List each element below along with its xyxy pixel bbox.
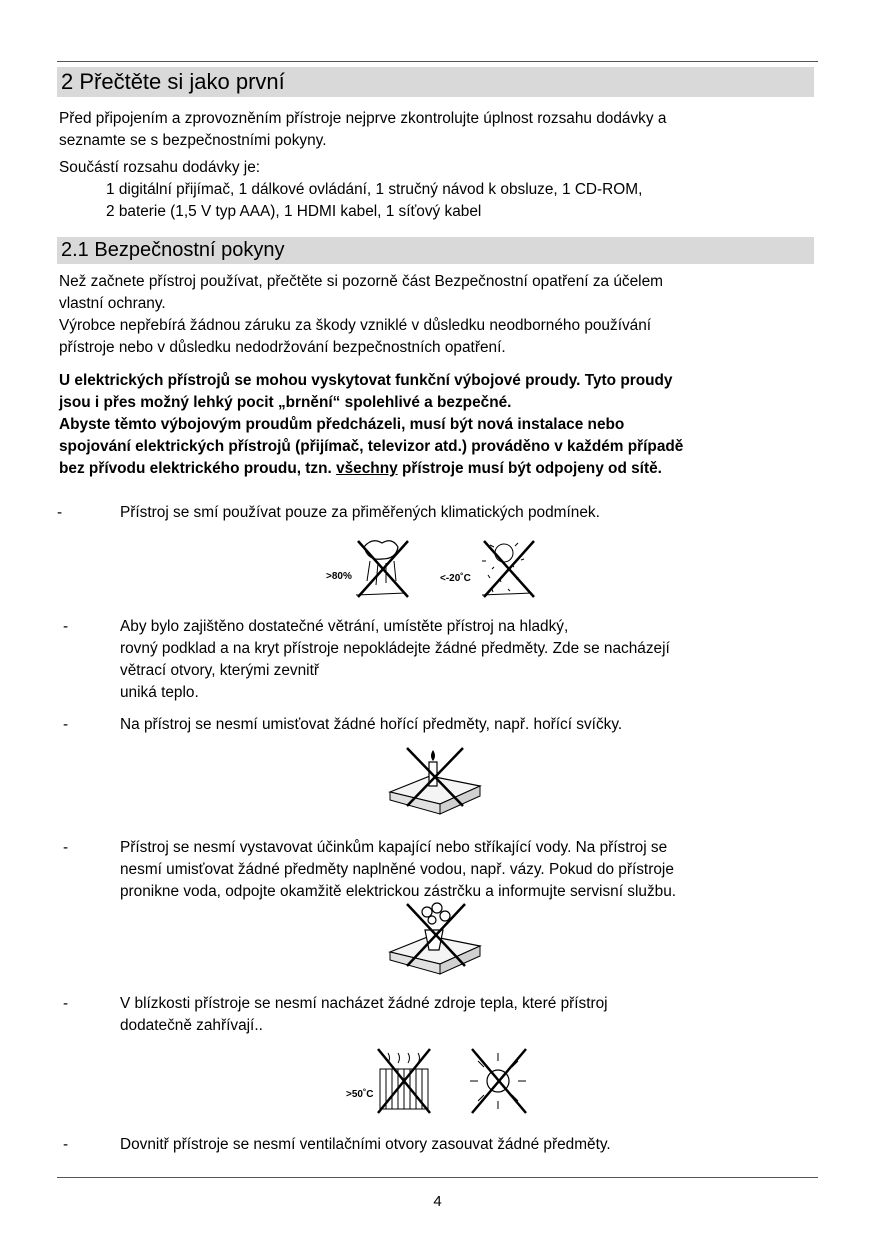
bullet-6-line-1: Dovnitř přístroje se nesmí ventilačními otvory zasouvat žádné předměty. bbox=[120, 1136, 611, 1153]
no-radiator-icon bbox=[346, 1049, 430, 1113]
page-number: 4 bbox=[433, 1193, 442, 1210]
scope-label: Součástí rozsahu dodávky je: bbox=[59, 159, 261, 176]
no-vase-icon bbox=[385, 900, 485, 980]
top-rule bbox=[57, 61, 818, 62]
scope-item-1: 1 digitální přijímač, 1 dálkové ovládání, 1 stručný návod k obsluze, 1 CD-ROM, bbox=[106, 181, 643, 198]
bullet-dash-2: - bbox=[63, 618, 69, 635]
bullet-5-line-2: dodatečně zahřívají.. bbox=[120, 1017, 263, 1034]
svg-text:>50˚C: >50˚C bbox=[346, 1089, 374, 1100]
bullet-2-line-1: Aby bylo zajištěno dostatečné větrání, umístěte přístroj na hladký, bbox=[120, 618, 569, 635]
warning-line-5-start: bez přívodu elektrického proudu, tzn. bbox=[59, 460, 337, 477]
bullet-4-line-2: nesmí umisťovat žádné předměty naplněné vodou, např. vázy. Pokud do přístroje bbox=[120, 861, 674, 878]
heat-icons bbox=[340, 1043, 540, 1119]
bullet-dash-1: - bbox=[57, 504, 63, 521]
no-candle-icon bbox=[385, 742, 485, 820]
bullet-dash-4: - bbox=[63, 839, 69, 856]
subsection-heading: 2.1 Bezpečnostní pokyny bbox=[57, 237, 814, 264]
safety-para-line-2: vlastní ochrany. bbox=[59, 295, 166, 312]
bullet-3-line-1: Na přístroj se nesmí umisťovat žádné hořící předměty, např. hořící svíčky. bbox=[120, 716, 623, 733]
intro-line-1: Před připojením a zprovozněním přístroje nejprve zkontrolujte úplnost rozsahu dodávky a bbox=[59, 110, 667, 127]
warning-line-1: U elektrických přístrojů se mohou vyskytovat funkční výbojové proudy. Tyto proudy bbox=[59, 372, 673, 389]
svg-text:>80%: >80% bbox=[326, 571, 352, 582]
bullet-1-line-1: Přístroj se smí používat pouze za přiměřených klimatických podmínek. bbox=[120, 504, 600, 521]
intro-line-2: seznamte se s bezpečnostními pokyny. bbox=[59, 132, 327, 149]
bullet-2-line-3: větrací otvory, kterými zevnitř bbox=[120, 662, 319, 679]
warning-line-5-end: přístroje musí být odpojeny od sítě. bbox=[397, 460, 662, 477]
bullet-2-line-2: rovný podklad a na kryt přístroje nepokládejte žádné předměty. Zde se nacházejí bbox=[120, 640, 670, 657]
humidity-warning-icon bbox=[326, 541, 408, 597]
warning-line-4: spojování elektrických přístrojů (přijímač, televizor atd.) prováděno v každém případě bbox=[59, 438, 684, 455]
safety-para-line-1: Než začnete přístroj používat, přečtěte si pozorně část Bezpečnostní opatření za účelem bbox=[59, 273, 663, 290]
bottom-rule bbox=[57, 1177, 818, 1178]
climate-icons bbox=[322, 535, 552, 603]
bullet-5-line-1: V blízkosti přístroje se nesmí nacházet žádné zdroje tepla, které přístroj bbox=[120, 995, 608, 1012]
safety-para-line-4: přístroje nebo v důsledku nedodržování bezpečnostních opatření. bbox=[59, 339, 506, 356]
bullet-4-line-3: pronikne voda, odpojte okamžitě elektrickou zástrčku a informujte servisní službu. bbox=[120, 883, 677, 900]
cold-warning-icon bbox=[440, 541, 534, 597]
bullet-dash-6: - bbox=[63, 1136, 69, 1153]
scope-item-2: 2 baterie (1,5 V typ AAA), 1 HDMI kabel, 1 síťový kabel bbox=[106, 203, 482, 220]
warning-line-5 bbox=[59, 458, 662, 480]
svg-text:<-20˚C: <-20˚C bbox=[440, 573, 471, 584]
warning-underlined-word: všechny bbox=[336, 460, 398, 477]
section-heading: 2 Přečtěte si jako první bbox=[57, 67, 814, 97]
bullet-4-line-1: Přístroj se nesmí vystavovat účinkům kapající nebo stříkající vody. Na přístroj se bbox=[120, 839, 668, 856]
warning-line-3: Abyste těmto výbojovým proudům předcházeli, musí být nová instalace nebo bbox=[59, 416, 625, 433]
bullet-dash-5: - bbox=[63, 995, 69, 1012]
bullet-dash-3: - bbox=[63, 716, 69, 733]
safety-para-line-3: Výrobce nepřebírá žádnou záruku za škody vzniklé v důsledku neodborného používání bbox=[59, 317, 652, 334]
bullet-2-line-4: uniká teplo. bbox=[120, 684, 199, 701]
no-sun-icon bbox=[470, 1049, 526, 1113]
warning-line-2: jsou i přes možný lehký pocit „brnění“ spolehlivé a bezpečné. bbox=[59, 394, 512, 411]
